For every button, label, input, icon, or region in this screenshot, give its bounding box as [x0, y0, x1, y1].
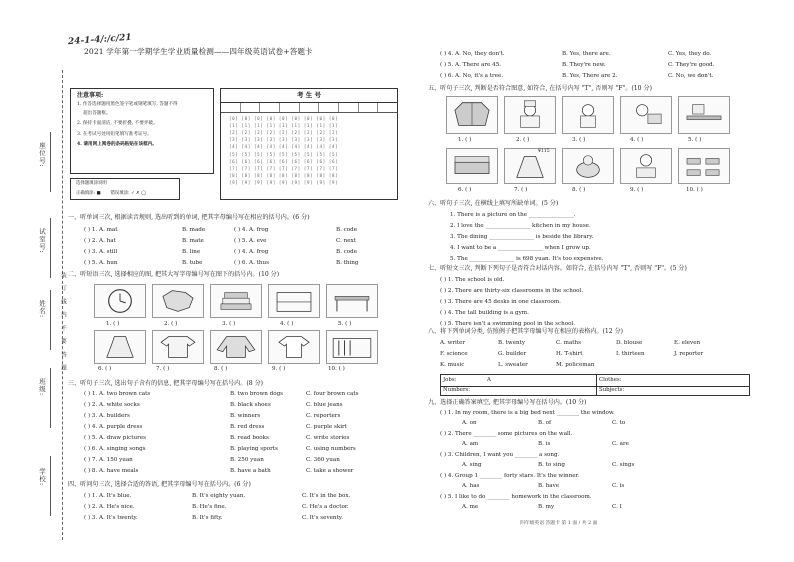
list-item: B. red dress: [230, 424, 265, 430]
notice-item: 4. 请用网上阅卷的条码粘贴在该框内。: [77, 142, 157, 148]
examinee-bubble-grid[interactable]: [0] [0] [0] [0] [0] [0] [0] [0] [0] [1] [1] [1] [1] [1] [1] [1] [1] [1] [2] [2] [2] [2] [2] [2] [2] [2] [2] [3] [3] [3] [3] [3] [3] [3] [3] [3] [4] [4] [4] [4] [4] [4] [4] [4] [4] [5] [5] [5] [5] [5] [5] [5] [5] [5] [6] [6] [6] [6] [6] [6] [6] [6] [6] [7] [7] [7] [7] [7] [7] [7] [7] [7] [8] [8] [8] [8] [8] [8] [8] [8] [8] [9] [9] [9] [9] [9] [9] [9] [9] [9]: [229, 115, 339, 186]
tshirt-picture: [268, 330, 320, 364]
list-item: B. thing: [336, 260, 359, 266]
true-false-item[interactable]: ( ) 2. There are thirty-six classrooms in the school.: [440, 288, 584, 294]
list-item[interactable]: ( ) 2. A. He's nice.: [84, 504, 135, 510]
section-9-title: 九、选择正确答案填空, 把其字母编号写在括号内。(10 分): [428, 399, 587, 406]
sweater-picture: [210, 330, 262, 364]
list-item[interactable]: ( ) 5. A. eve: [234, 238, 267, 244]
picture-answer-label[interactable]: 1. ( ): [106, 321, 120, 327]
picture-answer-label[interactable]: 10. ( ): [328, 366, 345, 372]
mc-option: C. are: [612, 441, 629, 447]
word-option: I. thirteen: [616, 351, 645, 357]
page-title: 2021 学年第一学期学生学业质量检测——四年级英语试卷+答题卡: [84, 47, 313, 56]
list-item[interactable]: ( ) 2. A. hat: [84, 238, 116, 244]
picture-answer-label[interactable]: 1. ( ): [458, 137, 472, 143]
binding-warning: 装 订 线 内 不 要 答 题: [60, 272, 66, 374]
table-cell-label: Numbers:: [443, 387, 471, 393]
word-option: A. writer: [440, 340, 466, 346]
list-item: C. using numbers: [306, 446, 356, 452]
list-item: B. read books: [230, 435, 269, 441]
list-item[interactable]: ( ) 1. A. It's blue.: [84, 493, 132, 499]
list-item[interactable]: ( ) 4. A. frog: [234, 249, 269, 255]
side-label-class: 班级:: [38, 378, 46, 397]
picture-answer-label[interactable]: 9. ( ): [272, 366, 286, 372]
desk-room-picture: [678, 96, 730, 134]
list-item: C. Yes, they do.: [668, 51, 712, 57]
fill-example-box: [70, 178, 180, 200]
mc-option: A. me: [462, 504, 479, 510]
section-5-title: 五、听句子三次, 判断是否符合图意, 如符合, 在括号内写 "T", 否则写 "F"。(10 分): [428, 85, 652, 92]
reader-picture: [620, 96, 672, 134]
table-cell-answer[interactable]: A: [487, 376, 491, 383]
list-item: C. 360 yuan: [306, 457, 340, 463]
classification-table[interactable]: [440, 374, 750, 396]
word-option: F. science: [440, 351, 468, 357]
list-item: B. have a bath: [230, 468, 271, 474]
table-cell-label: Subjects:: [599, 387, 625, 393]
price-tag: ¥115: [538, 149, 550, 154]
list-item[interactable]: ( ) 2. A. white socks: [84, 402, 140, 408]
mc-question[interactable]: ( ) 2. There ________ some pictures on the wall.: [440, 431, 573, 437]
section-7-title: 七、听短文三次, 判断下列句子是否符合对话内容。如符合, 在括号内写 "T", 否则写 "F"。(5 分): [428, 265, 687, 272]
list-item: B. It's fifty.: [192, 515, 223, 521]
examinee-number-title: 考 生 号: [221, 89, 397, 103]
picture-answer-label[interactable]: 2. ( ): [516, 137, 530, 143]
picture-answer-label[interactable]: 9. ( ): [630, 187, 644, 193]
mc-option: A. has: [462, 483, 480, 489]
list-item[interactable]: ( ) 5. A. draw pictures: [84, 435, 146, 441]
picture-answer-label[interactable]: 5. ( ): [338, 321, 352, 327]
list-item: C. It's seventy.: [302, 515, 343, 521]
shelf-picture: [268, 284, 320, 318]
picture-answer-label[interactable]: 3. ( ): [572, 137, 586, 143]
clock-picture: [94, 284, 146, 318]
fill-example-correct: 正确填涂: ■: [76, 191, 101, 197]
word-option: D. blouse: [616, 340, 643, 346]
word-option: E. eleven: [674, 340, 701, 346]
word-option: H. T-shirt: [556, 351, 583, 357]
section-6-title: 六、听句子三次, 在横线上填写所缺单词。(5 分): [428, 200, 559, 207]
list-item: B. mate: [182, 238, 204, 244]
notice-box: [70, 88, 214, 174]
list-item: B. line: [182, 249, 201, 255]
mc-option: C. I: [612, 504, 622, 510]
section-2-title: 二、听短语三次, 选择相应的图, 把其大写字母编号写在图下的括号内。(10 分): [68, 271, 280, 278]
notice-item: 2. 保持卡面清洁, 不要折叠, 不要弄破。: [77, 121, 158, 127]
shirt-picture: [152, 330, 204, 364]
table-cell-label: Clothes:: [599, 376, 622, 383]
word-option: J. reporter: [674, 351, 704, 357]
mc-option: B. to sing: [538, 462, 565, 468]
desk-picture: [326, 284, 378, 318]
list-item: B. He's fine.: [192, 504, 227, 510]
fill-blank-item[interactable]: 3. The dining ________________ is beside the library.: [450, 234, 594, 240]
list-item: B. made: [182, 227, 206, 233]
side-label-seat: 座位号:: [38, 142, 46, 168]
nurse-picture: [562, 96, 614, 134]
list-item[interactable]: ( ) 5. A. hun: [84, 260, 118, 266]
sofa-picture: [446, 148, 498, 184]
fill-example-title: 选择题填涂说明: [76, 181, 107, 186]
list-item[interactable]: ( ) 4. A. purple dress: [84, 424, 143, 430]
list-item: B. Yes, there are.: [562, 51, 611, 57]
picture-answer-label[interactable]: 4. ( ): [280, 321, 294, 327]
list-item[interactable]: ( ) 6. A. No, it's a tree.: [440, 73, 504, 79]
list-item: B. Yes, There are 2.: [562, 73, 618, 79]
list-item[interactable]: ( ) 3. A. builders: [84, 413, 130, 419]
dress-picture: [94, 330, 146, 364]
picture-answer-label[interactable]: 6. ( ): [458, 187, 472, 193]
list-item: B. black shoes: [230, 402, 271, 408]
list-item[interactable]: ( ) 5. A. There are 45.: [440, 62, 502, 68]
word-option: M. policeman: [556, 362, 595, 368]
picture-answer-label[interactable]: 4. ( ): [630, 137, 644, 143]
cat-picture: [562, 148, 614, 184]
mc-question[interactable]: ( ) 5. I like to do ________ homework in the classroom.: [440, 494, 592, 500]
picture-answer-label[interactable]: 5. ( ): [688, 137, 702, 143]
list-item: C. take a shower: [306, 468, 354, 474]
list-item: B. code: [336, 227, 358, 233]
picture-answer-label[interactable]: 2. ( ): [164, 321, 178, 327]
word-option: C. maths: [556, 340, 581, 346]
true-false-item[interactable]: ( ) 3. There are 45 desks in one classroom.: [440, 299, 561, 305]
list-item: B. 250 yuan: [230, 457, 264, 463]
list-item: B. winners: [230, 413, 261, 419]
mc-question[interactable]: ( ) 1. In my room, there is a big bed next ________ the window.: [440, 410, 615, 416]
picture-answer-label[interactable]: 7. ( ): [514, 187, 528, 193]
examinee-number-box[interactable]: [220, 88, 398, 200]
list-item: B. tube: [182, 260, 203, 266]
list-item[interactable]: ( ) 1. A. mat: [84, 227, 118, 233]
list-item: B. They're new.: [562, 62, 606, 68]
mc-option: C. is: [612, 483, 625, 489]
jacket-picture: [446, 96, 498, 134]
list-item: C. next: [336, 238, 356, 244]
fill-blank-item[interactable]: 4. I want to be a ________________ when I grow up.: [450, 245, 591, 251]
section-4-title: 四、听问句三次, 选择合适的答语, 把其字母编号写在括号内。(6 分): [68, 481, 251, 488]
page-footer: 四年级英语 答题卡 第 1 面 / 共 2 面: [520, 521, 598, 526]
word-option: K. music: [440, 362, 465, 368]
list-item[interactable]: ( ) 1. A. two brown cats: [84, 391, 151, 397]
list-item: B. It's eighty yuan.: [192, 493, 246, 499]
mc-option: A. am: [462, 441, 479, 447]
picture-answer-label[interactable]: 3. ( ): [222, 321, 236, 327]
list-item[interactable]: ( ) 6. A. thus: [234, 260, 269, 266]
table-cell-label: Jobs:: [443, 376, 457, 383]
books-picture: [210, 284, 262, 318]
list-item: B. two brown dogs: [230, 391, 284, 397]
list-item: C. He's a doctor.: [302, 504, 349, 510]
section-8-title: 八、将下列单词分类, 仿照例子把其字母编号写在相应的表格内。(12 分): [428, 328, 624, 335]
list-item[interactable]: ( ) 7. A. 150 yuan: [84, 457, 133, 463]
section-3-title: 三、听句子三次, 选出句子含有的信息, 把其字母编号写在括号内。(8 分): [68, 380, 264, 387]
list-item[interactable]: ( ) 4. A. frog: [234, 227, 269, 233]
mc-option: B. of: [538, 420, 552, 426]
notice-item: 1. 作答选择题用黑色签字笔或钢笔填写, 答题不得: [77, 102, 178, 107]
handwritten-note: 24-1-4/:/c/21: [67, 32, 132, 48]
mc-option: C. sings: [612, 462, 635, 468]
fill-example-wrong: 错误填涂: ✓ ✗ ◯: [110, 191, 147, 197]
mc-option: B. have: [538, 483, 560, 489]
list-item[interactable]: ( ) 3. A. still: [84, 249, 118, 255]
list-item[interactable]: ( ) 4. A. No, they don't.: [440, 51, 505, 57]
list-item: C. four brown cats: [306, 391, 359, 397]
list-item: C. It's in the box.: [302, 493, 351, 499]
section-1-title: 一、听单词三次, 根据读音规则, 选出听到的单词, 把其字母编号写在相应的括号内。(6 分): [68, 214, 310, 221]
true-false-item[interactable]: ( ) 5. There isn't a swimming pool in the school.: [440, 321, 576, 327]
picture-answer-label[interactable]: 8. ( ): [214, 366, 228, 372]
student-picture: [620, 148, 672, 184]
true-false-item[interactable]: ( ) 4. The tall building is a gym.: [440, 310, 529, 316]
classroom-picture: [678, 148, 730, 184]
mc-option: B. is: [538, 441, 551, 447]
fill-blank-item[interactable]: 2. I love the ________________ kitchen in my house.: [450, 223, 591, 229]
mc-option: A. sing: [462, 462, 482, 468]
list-item: B. playing sports: [230, 446, 278, 452]
word-option: G. builder: [498, 351, 527, 357]
side-label-room: 试室号:: [38, 228, 46, 254]
true-false-item[interactable]: ( ) 1. The school is old.: [440, 277, 505, 283]
map-picture: [152, 284, 204, 318]
list-item[interactable]: ( ) 3. A. It's twenty.: [84, 515, 138, 521]
fill-blank-item[interactable]: 5. The ________________ is 698 yuan. It's too expensive.: [450, 256, 604, 262]
picture-answer-label[interactable]: 8. ( ): [572, 187, 586, 193]
picture-answer-label[interactable]: 10. ( ): [686, 187, 703, 193]
chef-picture: [504, 96, 556, 134]
list-item[interactable]: ( ) 6. A. singing songs: [84, 446, 146, 452]
list-item[interactable]: ( ) 8. A. have meals: [84, 468, 139, 474]
library-picture: [326, 330, 378, 364]
mc-question[interactable]: ( ) 3. Children, I want you ________ a song.: [440, 452, 560, 458]
mc-option: C. to: [612, 420, 626, 426]
picture-answer-label[interactable]: 7. ( ): [156, 366, 170, 372]
list-item: C. reporters: [306, 413, 341, 419]
notice-item: 3. 在考试号处用铅笔填写准考证号。: [77, 131, 152, 137]
list-item: C. write stories: [306, 435, 350, 441]
list-item: C. purple skirt: [306, 424, 347, 430]
notice-item: 超出答题框。: [83, 110, 111, 116]
list-item: C. They're good.: [668, 62, 715, 68]
word-option: L. sweater: [498, 362, 528, 368]
list-item: C. blue jeans: [306, 402, 343, 408]
mc-question[interactable]: ( ) 4. Group 1 ________ forty stars. It's the winner.: [440, 473, 580, 479]
side-label-name: 姓名:: [38, 300, 46, 319]
picture-answer-label[interactable]: 6. ( ): [98, 366, 112, 372]
side-label-school: 学校:: [38, 468, 46, 487]
notice-title: 注意事项:: [77, 92, 104, 99]
word-option: B. twenty: [498, 340, 526, 346]
list-item: B. code: [336, 249, 358, 255]
mc-option: B. my: [538, 504, 555, 510]
mc-option: A. on: [462, 420, 477, 426]
list-item: C. No, we don't.: [668, 73, 714, 79]
fill-blank-item[interactable]: 1. There is a picture on the ________________.: [450, 212, 576, 218]
